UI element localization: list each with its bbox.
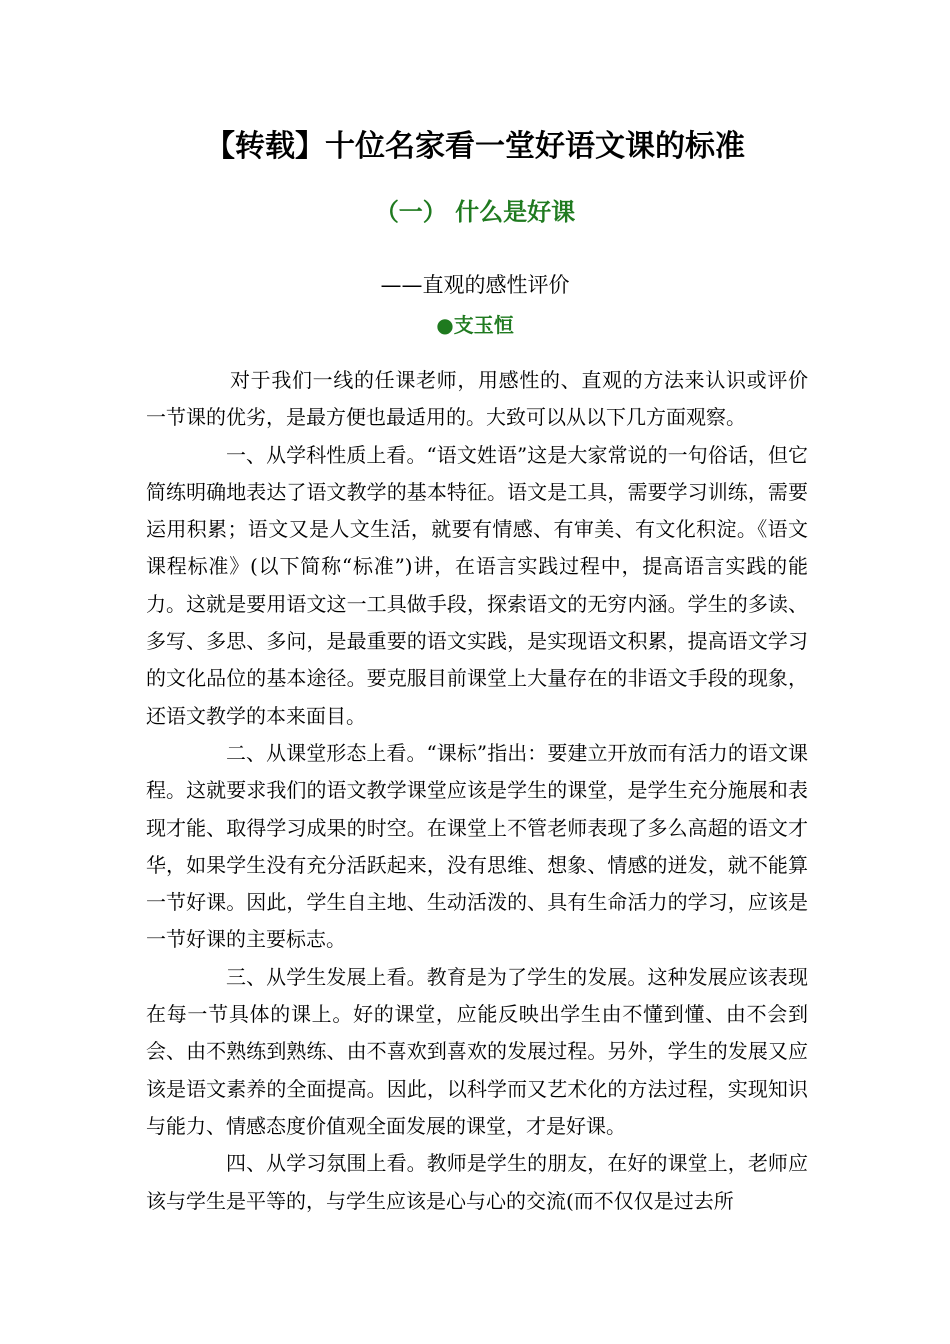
paragraph-classroom-form: 二、从课堂形态上看。“课标”指出：要建立开放而有活力的语文课程。这就要求我们的语文教学课堂应该是学生的课堂，是学生充分施展和表现才能、取得学习成果的时空。在课堂上不管老师表现了多么高超的语文才华，如果学生没有充分活跃起来，没有思维、想象、情感的迸发，就不能算一节好课。因此，学生自主地、生动活泼的、具有生命活力的学习，应该是一节好课的主要标志。 xyxy=(146,740,808,952)
paragraph-intro: 对于我们一线的任课老师，用感性的、直观的方法来认识或评价一节课的优劣，是最方便也最适用的。大致可以从以下几方面观察。 xyxy=(146,368,808,430)
document-title: 【转载】十位名家看一堂好语文课的标准 xyxy=(205,129,745,164)
section-subtitle: ——直观的感性评价 xyxy=(380,273,570,297)
paragraph-learning-atmosphere: 四、从学习氛围上看。教师是学生的朋友，在好的课堂上，老师应该与学生是平等的，与学生应该是心与心的交流(而不仅仅是过去所 xyxy=(146,1151,808,1213)
author-name: ●支玉恒 xyxy=(436,313,514,337)
paragraph-subject-nature: 一、从学科性质上看。“语文姓语”这是大家常说的一句俗话，但它简练明确地表达了语文教学的基本特征。语文是工具，需要学习训练，需要运用积累；语文又是人文生活，就要有情感、有审美、有文化积淀。《语文课程标准》(以下简称“标准”)讲，在语言实践过程中，提高语言实践的能力。这就是要用语文这一工具做手段，探索语文的无穷内涵。学生的多读、多写、多思、多问，是最重要的语文实践，是实现语文积累，提高语文学习的文化品位的基本途径。要克服目前课堂上大量存在的非语文手段的现象，还语文教学的本来面目。 xyxy=(146,442,808,728)
section-heading: （一） 什么是好课 xyxy=(374,198,576,226)
paragraph-student-development: 三、从学生发展上看。教育是为了学生的发展。这种发展应该表现在每一节具体的课上。好的课堂，应能反映出学生由不懂到懂、由不会到会、由不熟练到熟练、由不喜欢到喜欢的发展过程。另外，学生的发展又应该是语文素养的全面提高。因此，以科学而又艺术化的方法过程，实现知识与能力、情感态度价值观全面发展的课堂，才是好课。 xyxy=(146,964,808,1138)
article-body xyxy=(146,362,808,1220)
